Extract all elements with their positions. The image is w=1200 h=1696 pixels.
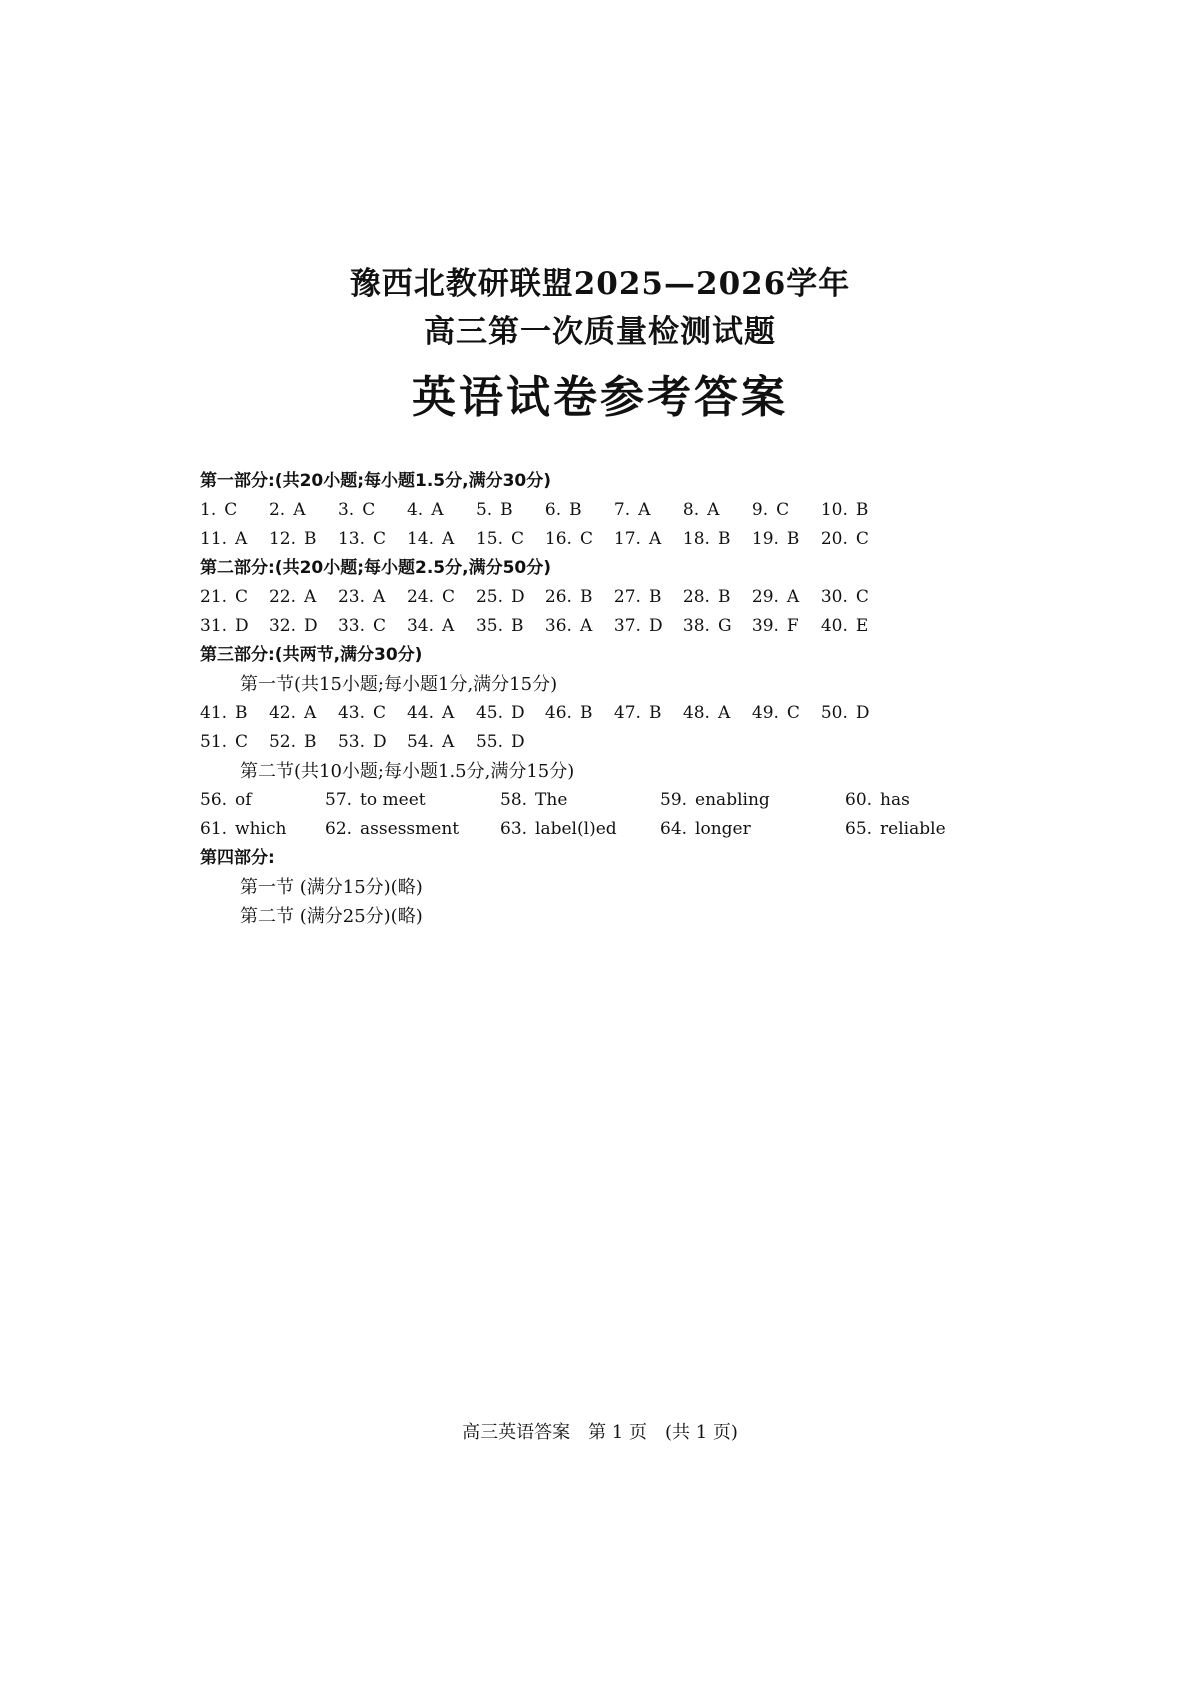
answer-value: C <box>224 500 238 520</box>
answer-value: A <box>304 587 317 607</box>
question-number: 39. <box>751 616 779 636</box>
answer-item <box>614 699 662 728</box>
question-number: 56. <box>200 790 228 810</box>
answer-item <box>752 612 799 641</box>
question-number: 61. <box>200 819 228 839</box>
answer-value: C <box>579 529 593 549</box>
answer-item <box>545 612 592 641</box>
question-number: 59. <box>660 790 688 810</box>
question-number: 49. <box>751 703 779 723</box>
answer-item <box>500 815 617 844</box>
question-number: 60. <box>845 790 873 810</box>
question-number: 51. <box>200 732 228 752</box>
answer-item <box>338 496 375 525</box>
answer-row <box>200 786 1020 815</box>
answer-value: C <box>855 529 869 549</box>
answer-value: D <box>855 703 870 723</box>
answer-value: B <box>500 500 513 520</box>
question-number: 32. <box>268 616 297 636</box>
answer-value: A <box>442 616 455 636</box>
answer-item <box>821 612 868 641</box>
question-number: 37. <box>613 616 641 636</box>
answer-value: A <box>442 529 455 549</box>
answer-item <box>269 496 306 525</box>
answer-item <box>338 699 386 728</box>
answer-item <box>476 583 525 612</box>
answer-value: A <box>579 616 593 636</box>
answer-value: C <box>776 500 790 520</box>
answer-value: which <box>235 819 287 839</box>
answer-value: C <box>362 500 376 520</box>
answer-value: A <box>442 732 455 752</box>
question-number: 46. <box>544 703 572 723</box>
answer-item <box>200 496 237 525</box>
answer-item <box>269 583 316 612</box>
answer-item <box>476 496 513 525</box>
answer-item <box>683 612 732 641</box>
question-number: 54. <box>406 732 434 752</box>
answer-item <box>200 815 286 844</box>
answer-value: A <box>786 587 800 607</box>
answer-item <box>476 699 525 728</box>
question-number: 48. <box>682 703 710 723</box>
answer-value: C <box>235 732 249 752</box>
question-number: 6. <box>544 500 562 520</box>
question-number: 41. <box>200 703 228 723</box>
answer-item <box>476 728 525 757</box>
answer-value: B <box>717 587 731 607</box>
answer-value: B <box>569 500 582 520</box>
answer-value: B <box>717 529 731 549</box>
question-number: 40. <box>820 616 848 636</box>
question-number: 43. <box>337 703 366 723</box>
question-number: 64. <box>660 819 688 839</box>
answer-value: D <box>510 732 525 752</box>
question-number: 34. <box>406 616 434 636</box>
answer-item <box>545 699 593 728</box>
answer-value: B <box>304 529 317 549</box>
answer-item <box>338 525 386 554</box>
answer-item <box>325 815 459 844</box>
question-number: 7. <box>613 500 631 520</box>
answer-value: D <box>373 732 387 752</box>
answer-item <box>407 583 455 612</box>
question-number: 25. <box>475 587 503 607</box>
question-number: 16. <box>544 529 572 549</box>
answer-item <box>545 525 593 554</box>
answer-value: assessment <box>360 819 460 839</box>
question-number: 50. <box>820 703 848 723</box>
answer-item <box>407 699 454 728</box>
answer-value: enabling <box>695 790 770 810</box>
question-number: 21. <box>200 587 228 607</box>
answer-item <box>545 496 582 525</box>
answer-item <box>407 496 444 525</box>
question-number: 2. <box>268 500 286 520</box>
question-number: 38. <box>682 616 710 636</box>
answer-value: The <box>535 790 568 810</box>
answer-item <box>407 612 454 641</box>
question-number: 14. <box>406 529 434 549</box>
question-number: 23. <box>337 587 366 607</box>
document-main-title: 英语试卷参考答案 <box>412 372 788 423</box>
answer-item <box>269 728 317 757</box>
question-number: 65. <box>845 819 873 839</box>
answer-item <box>476 612 524 641</box>
answer-item <box>614 612 663 641</box>
answer-value: C <box>855 587 869 607</box>
part3-section1-heading: 第一节(共15小题;每小题1分,满分15分) <box>240 674 558 695</box>
question-number: 10. <box>820 500 848 520</box>
answer-item <box>683 525 731 554</box>
question-number: 52. <box>268 732 297 752</box>
question-number: 3. <box>337 500 355 520</box>
answer-value: G <box>717 616 732 636</box>
answer-item <box>338 728 387 757</box>
question-number: 33. <box>337 616 366 636</box>
question-number: 35. <box>475 616 503 636</box>
answer-item <box>338 583 385 612</box>
answer-item <box>614 525 661 554</box>
answer-value: B <box>648 703 662 723</box>
answer-item <box>200 728 248 757</box>
answer-item <box>476 525 524 554</box>
answer-value: C <box>442 587 456 607</box>
answer-item <box>545 583 593 612</box>
question-number: 27. <box>613 587 641 607</box>
answer-item <box>269 612 318 641</box>
part4-section1-note: 第一节 (满分15分)(略) <box>240 877 423 898</box>
answer-item <box>752 525 800 554</box>
question-number: 9. <box>751 500 769 520</box>
answer-value: B <box>510 616 524 636</box>
answer-value: B <box>579 703 593 723</box>
answer-value: D <box>510 587 525 607</box>
question-number: 20. <box>820 529 848 549</box>
exam-series-title: 豫西北教研联盟2025—2026学年 <box>349 266 851 302</box>
answer-item <box>614 496 651 525</box>
answer-value: F <box>786 616 799 636</box>
answer-value: has <box>880 790 910 810</box>
question-number: 53. <box>337 732 366 752</box>
question-number: 55. <box>475 732 503 752</box>
question-number: 12. <box>268 529 297 549</box>
answer-item <box>325 786 426 815</box>
answer-row <box>200 612 1020 641</box>
question-number: 13. <box>337 529 366 549</box>
answer-value: to meet <box>360 790 426 810</box>
answer-value: D <box>235 616 249 636</box>
answer-value: B <box>786 529 800 549</box>
answer-item <box>821 699 870 728</box>
answer-value: B <box>648 587 662 607</box>
question-number: 19. <box>751 529 779 549</box>
question-number: 57. <box>325 790 353 810</box>
answer-item <box>269 699 316 728</box>
part4-heading: 第四部分: <box>200 848 275 868</box>
answer-value: A <box>442 703 455 723</box>
part1-heading: 第一部分:(共20小题;每小题1.5分,满分30分) <box>200 471 552 491</box>
answer-value: C <box>235 587 249 607</box>
answer-item <box>752 496 789 525</box>
question-number: 42. <box>268 703 297 723</box>
answer-item <box>683 496 720 525</box>
answer-value: A <box>293 500 306 520</box>
answer-value: A <box>304 703 317 723</box>
question-number: 30. <box>820 587 848 607</box>
question-number: 5. <box>475 500 493 520</box>
question-number: 8. <box>682 500 700 520</box>
title-block <box>0 262 1200 428</box>
question-number: 47. <box>613 703 641 723</box>
answer-item <box>200 583 248 612</box>
question-number: 62. <box>325 819 353 839</box>
answer-row <box>200 699 1020 728</box>
question-number: 17. <box>613 529 641 549</box>
answer-item <box>500 786 567 815</box>
answer-value: reliable <box>880 819 946 839</box>
answer-value: A <box>638 500 651 520</box>
answer-value: A <box>431 500 444 520</box>
answer-value: D <box>304 616 318 636</box>
answer-item <box>821 496 869 525</box>
question-number: 31. <box>200 616 228 636</box>
answer-value: A <box>235 529 248 549</box>
answer-item <box>752 583 799 612</box>
answer-value: C <box>786 703 800 723</box>
answer-value: C <box>373 703 387 723</box>
answer-value: B <box>855 500 869 520</box>
question-number: 24. <box>406 587 434 607</box>
question-number: 11. <box>200 529 228 549</box>
answer-item <box>845 786 910 815</box>
question-number: 58. <box>500 790 528 810</box>
answer-item <box>660 786 770 815</box>
answer-content <box>200 467 1020 931</box>
part3-section2-heading: 第二节(共10小题;每小题1.5分,满分15分) <box>240 761 575 782</box>
answer-value: C <box>373 529 387 549</box>
answer-value: A <box>373 587 386 607</box>
question-number: 28. <box>682 587 710 607</box>
answer-row <box>200 728 1020 757</box>
answer-item <box>614 583 662 612</box>
answer-value: B <box>304 732 317 752</box>
answer-value: of <box>235 790 252 810</box>
question-number: 63. <box>500 819 528 839</box>
answer-value: longer <box>695 819 751 839</box>
answer-value: label(l)ed <box>535 819 617 839</box>
answer-item <box>407 525 454 554</box>
question-number: 22. <box>268 587 297 607</box>
answer-item <box>407 728 454 757</box>
question-number: 45. <box>475 703 503 723</box>
answer-item <box>845 815 946 844</box>
answer-value: A <box>648 529 662 549</box>
answer-value: B <box>235 703 248 723</box>
page-footer: 高三英语答案 第 1 页 (共 1 页) <box>462 1422 738 1443</box>
answer-row <box>200 496 1020 525</box>
answer-item <box>200 786 252 815</box>
answer-item <box>269 525 317 554</box>
answer-row <box>200 525 1020 554</box>
answer-value: E <box>855 616 869 636</box>
answer-item <box>660 815 751 844</box>
answer-item <box>821 583 869 612</box>
part4-section2-note: 第二节 (满分25分)(略) <box>240 906 423 927</box>
question-number: 4. <box>406 500 424 520</box>
answer-value: D <box>510 703 525 723</box>
answer-row <box>200 583 1020 612</box>
question-number: 15. <box>475 529 503 549</box>
answer-item <box>200 612 249 641</box>
question-number: 44. <box>406 703 434 723</box>
answer-value: C <box>510 529 524 549</box>
answer-item <box>683 583 731 612</box>
answer-item <box>338 612 386 641</box>
answer-item <box>821 525 869 554</box>
answer-value: A <box>717 703 731 723</box>
answer-value: C <box>373 616 387 636</box>
answer-item <box>683 699 730 728</box>
answer-item <box>200 525 247 554</box>
answer-value: D <box>648 616 663 636</box>
answer-item <box>752 699 800 728</box>
part2-heading: 第二部分:(共20小题;每小题2.5分,满分50分) <box>200 558 552 578</box>
question-number: 26. <box>544 587 572 607</box>
answer-row <box>200 815 1020 844</box>
exam-name-title: 高三第一次质量检测试题 <box>424 314 776 350</box>
question-number: 18. <box>682 529 710 549</box>
answer-value: A <box>707 500 720 520</box>
question-number: 36. <box>544 616 572 636</box>
answer-value: B <box>579 587 593 607</box>
question-number: 29. <box>751 587 779 607</box>
answer-item <box>200 699 248 728</box>
part3-heading: 第三部分:(共两节,满分30分) <box>200 645 423 665</box>
question-number: 1. <box>200 500 217 520</box>
